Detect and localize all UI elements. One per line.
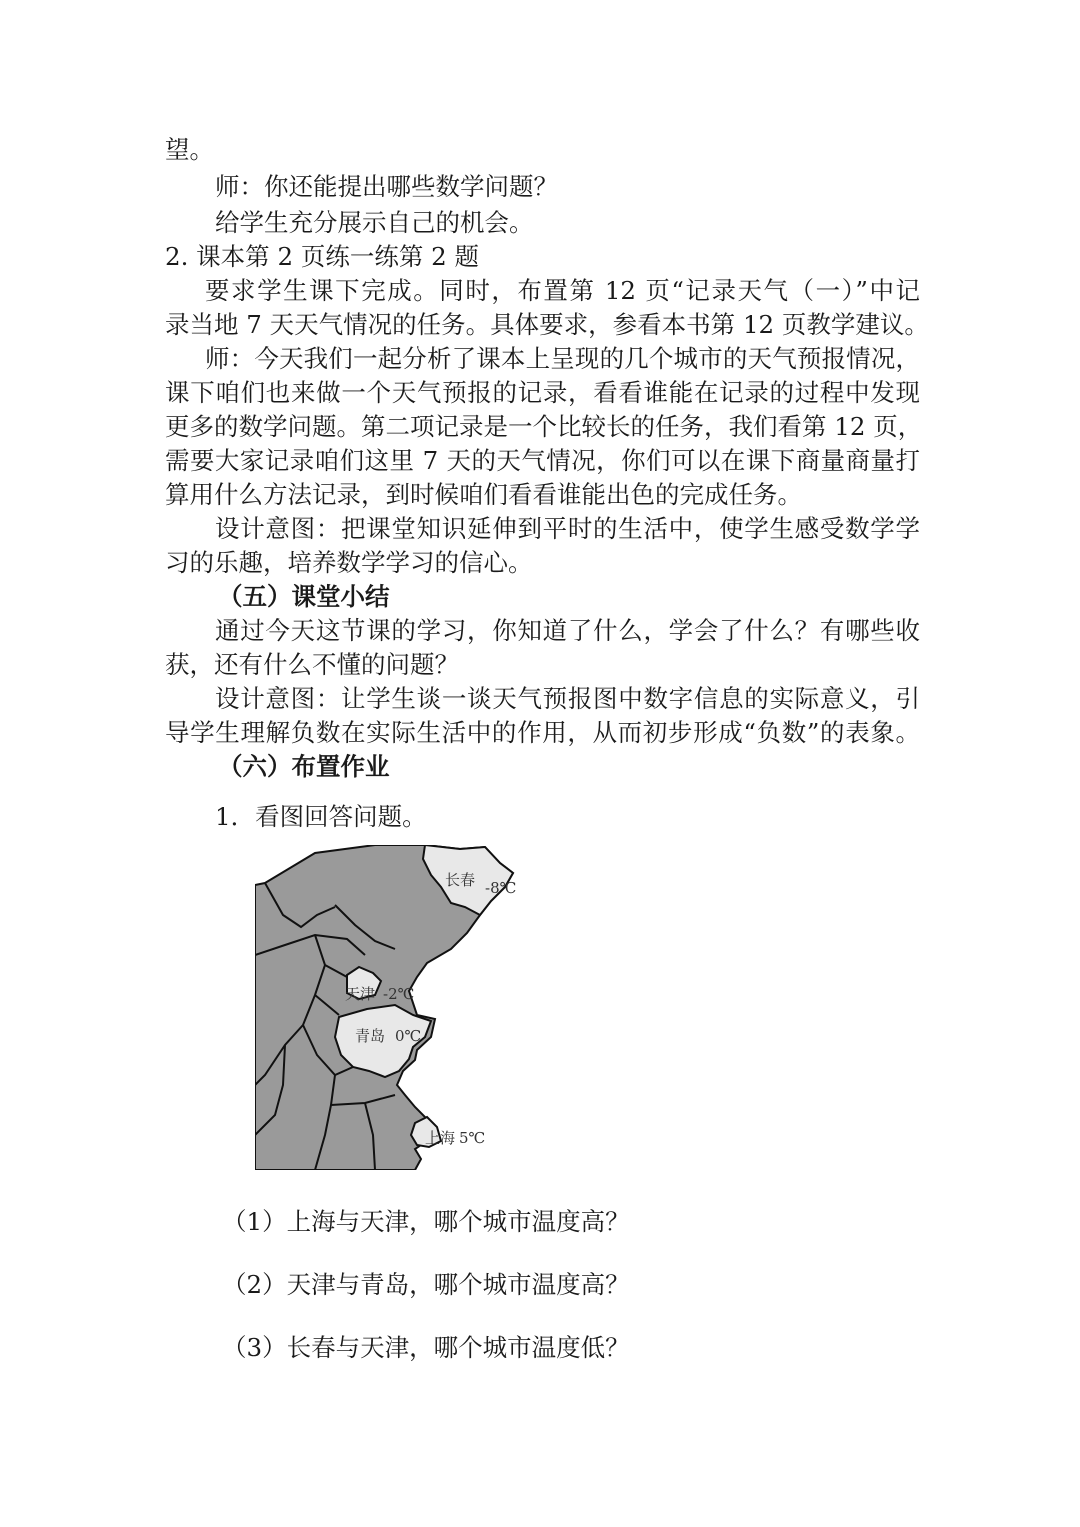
paragraph-text: 算用什么方法记录，到时候咱们看看谁能出色的完成任务。 — [165, 480, 802, 509]
city-temp: -2℃ — [383, 985, 415, 1003]
city-temp: -8℃ — [485, 879, 517, 897]
paragraph-text: 师：你还能提出哪些数学问题？ — [215, 172, 558, 201]
homework-item: 1．看图回答问题。 — [215, 802, 427, 831]
city-label: 上海 — [425, 1129, 456, 1147]
paragraph-text: 设计意图：让学生谈一谈天气预报图中数字信息的实际意义，引 — [215, 684, 920, 713]
question-item: （3）长春与天津，哪个城市温度低？ — [222, 1333, 630, 1362]
city-temp: 0℃ — [395, 1027, 422, 1045]
section-heading: （六）布置作业 — [218, 752, 390, 781]
list-item: 2. 课本第 2 页练一练第 2 题 — [165, 242, 479, 271]
city-label: 天津 — [345, 985, 376, 1003]
paragraph-text: 通过今天这节课的学习，你知道了什么，学会了什么？有哪些收 — [215, 616, 920, 645]
paragraph-text: 习的乐趣，培养数学学习的信心。 — [165, 548, 533, 577]
paragraph-text: 设计意图：把课堂知识延伸到平时的生活中，使学生感受数学学 — [215, 514, 920, 543]
paragraph-text: 获，还有什么不懂的问题？ — [165, 650, 459, 679]
paragraph-text: 给学生充分展示自己的机会。 — [215, 208, 534, 237]
city-temp: 5℃ — [459, 1129, 486, 1147]
question-item: （1）上海与天津，哪个城市温度高？ — [222, 1207, 630, 1236]
paragraph-text: 要求学生课下完成。同时，布置第 12 页“记录天气（一）”中记 — [205, 276, 920, 305]
section-heading: （五）课堂小结 — [218, 582, 390, 611]
city-label: 青岛 — [355, 1027, 386, 1045]
paragraph-text: 录当地 7 天天气情况的任务。具体要求，参看本书第 12 页教学建议。 — [165, 310, 929, 339]
city-label: 长春 — [445, 871, 476, 889]
paragraph-text: 更多的数学问题。第二项记录是一个比较长的任务，我们看第 12 页， — [165, 412, 923, 441]
question-item: （2）天津与青岛，哪个城市温度高？ — [222, 1270, 630, 1299]
map-graphic — [255, 845, 545, 1170]
paragraph-text: 望。 — [165, 135, 214, 164]
paragraph-text: 导学生理解负数在实际生活中的作用，从而初步形成“负数”的表象。 — [165, 718, 920, 747]
weather-map — [255, 845, 545, 1170]
paragraph-text: 课下咱们也来做一个天气预报的记录，看看谁能在记录的过程中发现 — [165, 378, 920, 407]
paragraph-text: 师：今天我们一起分析了课本上呈现的几个城市的天气预报情况， — [205, 344, 920, 373]
paragraph-text: 需要大家记录咱们这里 7 天的天气情况，你们可以在课下商量商量打 — [165, 446, 920, 475]
